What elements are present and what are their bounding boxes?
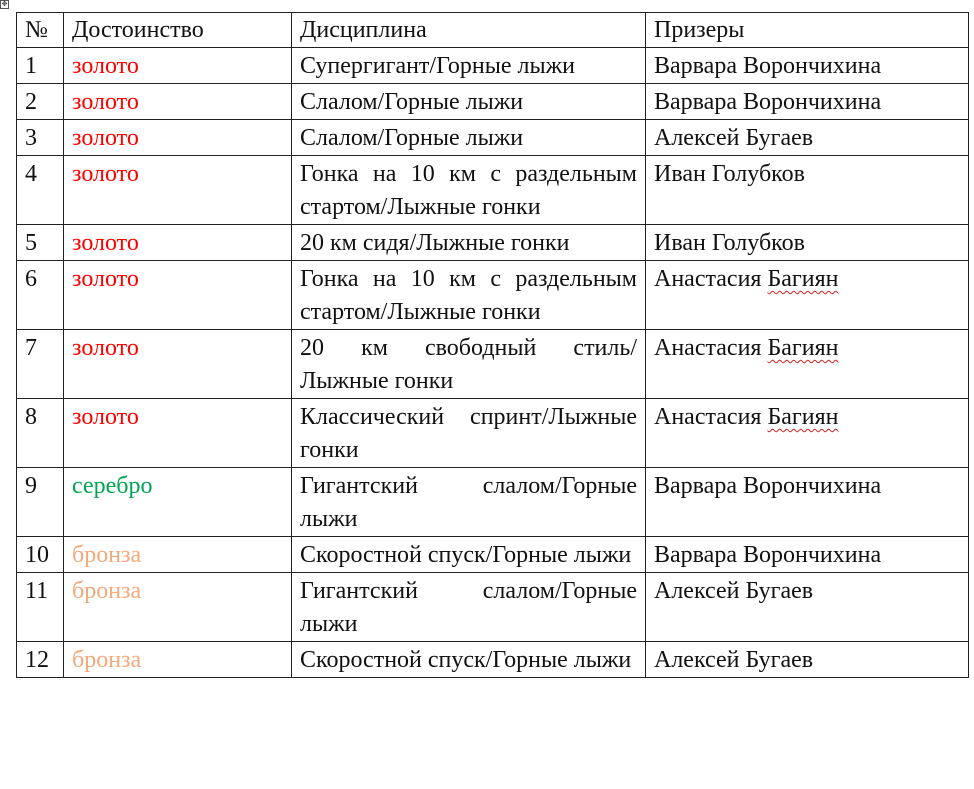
winner-last-name: Ворончихина bbox=[742, 89, 882, 115]
row-number: 1 bbox=[17, 48, 64, 84]
medal-cell: золото bbox=[64, 399, 292, 468]
winner-cell bbox=[646, 399, 969, 468]
winner-cell bbox=[646, 573, 969, 642]
winner-last-name: Голубков bbox=[711, 230, 805, 256]
discipline-cell: Супергигант/Горные лыжи bbox=[292, 48, 646, 84]
table-row bbox=[17, 156, 969, 225]
discipline-cell: Классический спринт/Лыжные гонки bbox=[292, 399, 646, 468]
row-number: 8 bbox=[17, 399, 64, 468]
discipline-cell: Слалом/Горные лыжи bbox=[292, 120, 646, 156]
table-move-handle-icon[interactable]: ✥ bbox=[1, 0, 8, 8]
winner-cell bbox=[646, 48, 969, 84]
medal-cell: золото bbox=[64, 225, 292, 261]
row-number: 12 bbox=[17, 642, 64, 678]
medal-cell: бронза bbox=[64, 573, 292, 642]
winner-first-name: Анастасия bbox=[654, 404, 762, 430]
winner-first-name: Алексей bbox=[654, 125, 740, 151]
row-number: 4 bbox=[17, 156, 64, 225]
medal-cell: золото bbox=[64, 261, 292, 330]
winner-cell bbox=[646, 225, 969, 261]
winner-first-name: Варвара bbox=[654, 53, 737, 79]
winner-first-name: Иван bbox=[654, 161, 706, 187]
row-number: 6 bbox=[17, 261, 64, 330]
discipline-cell: Гонка на 10 км с раздельным стартом/Лыжные гонки bbox=[292, 261, 646, 330]
row-number: 5 bbox=[17, 225, 64, 261]
winner-cell bbox=[646, 468, 969, 537]
row-number: 9 bbox=[17, 468, 64, 537]
row-number: 2 bbox=[17, 84, 64, 120]
discipline-cell: Скоростной спуск/Горные лыжи bbox=[292, 537, 646, 573]
winner-last-name: Бугаев bbox=[745, 578, 814, 604]
medal-cell: золото bbox=[64, 120, 292, 156]
winner-first-name: Анастасия bbox=[654, 335, 762, 361]
row-number: 7 bbox=[17, 330, 64, 399]
table-row bbox=[17, 120, 969, 156]
winner-cell bbox=[646, 642, 969, 678]
discipline-cell: 20 км свободный стиль/ Лыжные гонки bbox=[292, 330, 646, 399]
winner-first-name: Иван bbox=[654, 230, 706, 256]
table-row bbox=[17, 48, 969, 84]
table-row bbox=[17, 261, 969, 330]
winner-first-name: Варвара bbox=[654, 542, 737, 568]
winner-cell bbox=[646, 156, 969, 225]
winner-last-name: Бугаев bbox=[745, 125, 814, 151]
winner-last-name: Багиян bbox=[767, 335, 839, 361]
winner-cell bbox=[646, 330, 969, 399]
table-row bbox=[17, 84, 969, 120]
winner-first-name: Алексей bbox=[654, 647, 740, 673]
table-row bbox=[17, 399, 969, 468]
medal-cell: бронза bbox=[64, 642, 292, 678]
table-row bbox=[17, 330, 969, 399]
winner-last-name: Ворончихина bbox=[742, 473, 882, 499]
winner-last-name: Голубков bbox=[711, 161, 805, 187]
discipline-cell: Гонка на 10 км с раздельным стартом/Лыжные гонки bbox=[292, 156, 646, 225]
winner-cell bbox=[646, 261, 969, 330]
winner-first-name: Варвара bbox=[654, 473, 737, 499]
winner-cell bbox=[646, 537, 969, 573]
medal-cell: золото bbox=[64, 48, 292, 84]
row-number: 10 bbox=[17, 537, 64, 573]
discipline-cell: Скоростной спуск/Горные лыжи bbox=[292, 642, 646, 678]
winner-first-name: Варвара bbox=[654, 89, 737, 115]
row-number: 11 bbox=[17, 573, 64, 642]
discipline-cell: Гигантский слалом/Горные лыжи bbox=[292, 468, 646, 537]
header-winners: Призеры bbox=[646, 13, 969, 48]
medal-cell: золото bbox=[64, 156, 292, 225]
winner-last-name: Багиян bbox=[767, 266, 839, 292]
discipline-cell: 20 км сидя/Лыжные гонки bbox=[292, 225, 646, 261]
winner-first-name: Анастасия bbox=[654, 266, 762, 292]
table-row bbox=[17, 537, 969, 573]
row-number: 3 bbox=[17, 120, 64, 156]
discipline-cell: Гигантский слалом/Горные лыжи bbox=[292, 573, 646, 642]
winner-first-name: Алексей bbox=[654, 578, 740, 604]
medal-cell: золото bbox=[64, 330, 292, 399]
table-row bbox=[17, 468, 969, 537]
winner-last-name: Бугаев bbox=[745, 647, 814, 673]
table-header-row bbox=[17, 13, 969, 48]
table-row bbox=[17, 573, 969, 642]
header-medal: Достоинство bbox=[64, 13, 292, 48]
winner-cell bbox=[646, 84, 969, 120]
medal-table bbox=[16, 12, 969, 678]
medal-cell: золото bbox=[64, 84, 292, 120]
winner-last-name: Ворончихина bbox=[742, 542, 882, 568]
table-row bbox=[17, 642, 969, 678]
discipline-cell: Слалом/Горные лыжи bbox=[292, 84, 646, 120]
table-row bbox=[17, 225, 969, 261]
header-discipline: Дисциплина bbox=[292, 13, 646, 48]
winner-last-name: Багиян bbox=[767, 404, 839, 430]
medal-cell: бронза bbox=[64, 537, 292, 573]
winner-cell bbox=[646, 120, 969, 156]
header-number: № bbox=[17, 13, 64, 48]
winner-last-name: Ворончихина bbox=[742, 53, 882, 79]
medal-cell: серебро bbox=[64, 468, 292, 537]
